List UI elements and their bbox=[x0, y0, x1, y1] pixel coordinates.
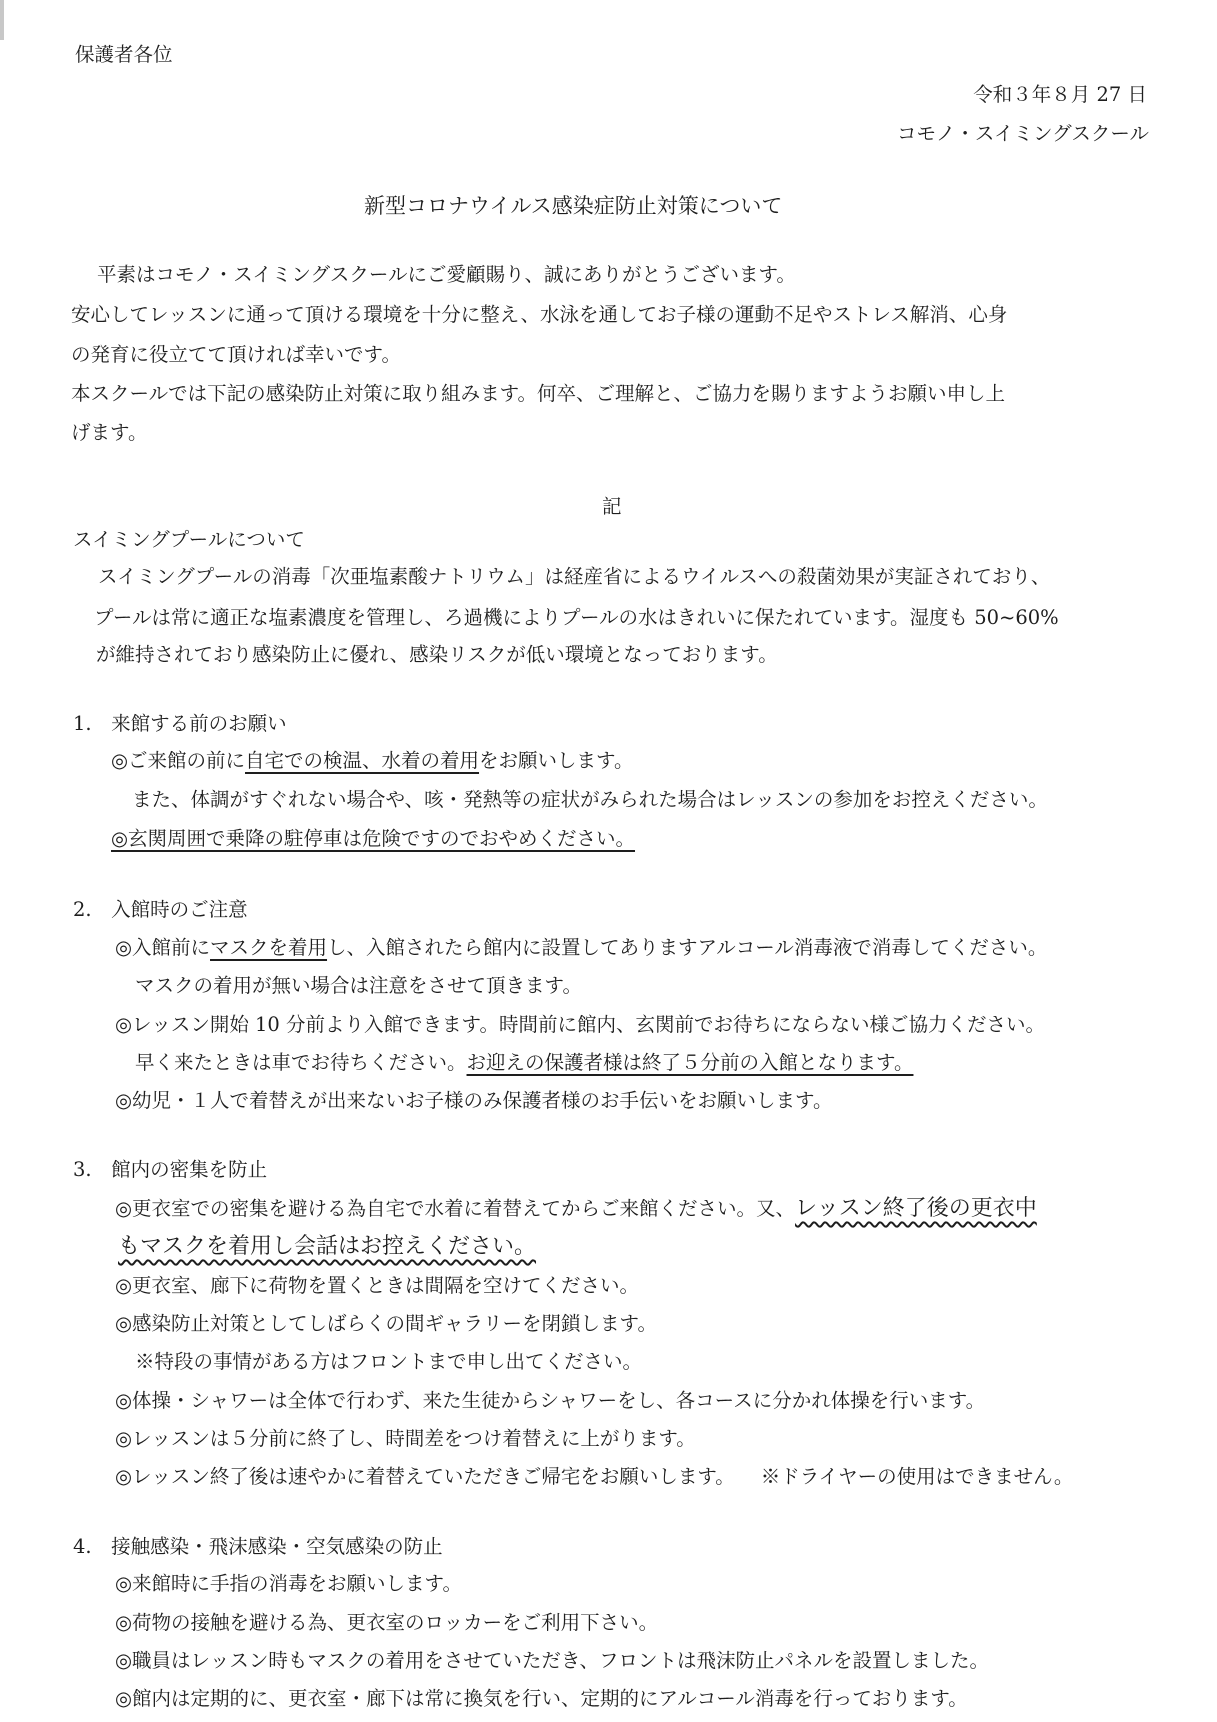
intro-line-2: 安心してレッスンに通って頂ける環境を十分に整え、水泳を通してお子様の運動不足やストレス解消、心身 bbox=[71, 303, 1008, 326]
document-title: 新型コロナウイルス感染症防止対策について bbox=[364, 194, 783, 218]
intro-line-3: の発育に役立てて頂ければ幸いです。 bbox=[71, 343, 401, 366]
section-3-line-3: ◎更衣室、廊下に荷物を置くときは間隔を空けてください。 bbox=[115, 1274, 640, 1297]
section-2-heading: 2. 入館時のご注意 bbox=[73, 898, 248, 921]
section-3-line-8: ◎レッスン終了後は速やかに着替えていただきご帰宅をお願いします。 ※ドライヤーの使用はできません。 bbox=[115, 1465, 1074, 1488]
section-4-heading: 4. 接触感染・飛沫感染・空気感染の防止 bbox=[73, 1535, 443, 1558]
section-2-line-4: 早く来たときは車でお待ちください。お迎えの保護者様は終了５分前の入館となります。 bbox=[135, 1051, 914, 1074]
underlined-phrase: お迎えの保護者様は終了５分前の入館となります。 bbox=[466, 1051, 914, 1074]
section-1-line-1: ◎ご来館の前に自宅での検温、水着の着用をお願いします。 bbox=[111, 749, 634, 772]
section-4-line-4: ◎館内は定期的に、更衣室・廊下は常に換気を行い、定期的にアルコール消毒を行っております。 bbox=[115, 1687, 968, 1710]
section-1-line-3 bbox=[111, 829, 635, 849]
intro-line-4: 本スクールでは下記の感染防止対策に取り組みます。何卒、ご理解と、ご協力を賜りますようお願い申し上 bbox=[71, 382, 1006, 405]
underlined-phrase: 自宅での検温、水着の着用 bbox=[245, 749, 480, 772]
section-1-heading: 1. 来館する前のお願い bbox=[73, 712, 287, 735]
intro-line-1: 平素はコモノ・スイミングスクールにご愛顧賜り、誠にありがとうございます。 bbox=[97, 263, 796, 286]
section-2-line-1: ◎入館前にマスクを着用し、入館されたら館内に設置してありますアルコール消毒液で消毒してください。 bbox=[115, 936, 1048, 959]
addressee: 保護者各位 bbox=[75, 43, 173, 66]
section-2-line-2: マスクの着用が無い場合は注意をさせて頂きます。 bbox=[135, 974, 582, 997]
pool-line-2: プールは常に適正な塩素濃度を管理し、ろ過機によりプールの水はきれいに保たれています。湿度も 50~60% bbox=[94, 606, 1059, 629]
section-3-line-5: ※特段の事情がある方はフロントまで申し出てください。 bbox=[135, 1350, 643, 1373]
section-4-line-1: ◎来館時に手指の消毒をお願いします。 bbox=[115, 1572, 462, 1595]
warning-underlined: ◎玄関周囲で乗降の駐停車は危険ですのでおやめください。 bbox=[111, 827, 636, 850]
sender: コモノ・スイミングスクール bbox=[897, 122, 1149, 145]
section-2-line-5: ◎幼児・１人で着替えが出来ないお子様のみ保護者様のお手伝いをお願いします。 bbox=[115, 1089, 833, 1112]
section-4-line-2: ◎荷物の接触を避ける為、更衣室のロッカーをご利用下さい。 bbox=[115, 1611, 659, 1634]
section-3-line-1: ◎更衣室での密集を避ける為自宅で水着に着替えてからご来館ください。又、レッスン終了後の更衣中 bbox=[115, 1196, 1037, 1221]
pool-heading: スイミングプールについて bbox=[73, 528, 305, 551]
section-3-line-7: ◎レッスンは５分前に終了し、時間差をつけ着替えに上がります。 bbox=[115, 1427, 696, 1450]
scan-edge bbox=[0, 0, 4, 40]
ki-mark: 記 bbox=[602, 495, 622, 518]
section-3-heading: 3. 館内の密集を防止 bbox=[73, 1158, 268, 1181]
underlined-phrase: レッスン終了後の更衣中 bbox=[795, 1196, 1037, 1221]
section-3-line-4: ◎感染防止対策としてしばらくの間ギャラリーを閉鎖します。 bbox=[115, 1312, 657, 1335]
underlined-phrase: もマスクを着用し会話はお控えください。 bbox=[118, 1234, 537, 1259]
underlined-phrase: マスクを着用 bbox=[210, 936, 328, 959]
section-2-line-3: ◎レッスン開始 10 分前より入館できます。時間前に館内、玄関前でお待ちにならない様ご協力ください。 bbox=[115, 1013, 1045, 1036]
date: 令和３年８月 27 日 bbox=[973, 83, 1147, 106]
pool-line-3: が維持されており感染防止に優れ、感染リスクが低い環境となっております。 bbox=[96, 643, 778, 666]
pool-line-1: スイミングプールの消毒「次亜塩素酸ナトリウム」は経産省によるウイルスへの殺菌効果が実証されており、 bbox=[98, 565, 1051, 588]
section-4-line-3: ◎職員はレッスン時もマスクの着用をさせていただき、フロントは飛沫防止パネルを設置しました。 bbox=[115, 1649, 990, 1672]
intro-line-5: げます。 bbox=[71, 421, 148, 444]
section-1-line-2: また、体調がすぐれない場合や、咳・発熱等の症状がみられた場合はレッスンの参加をお控えください。 bbox=[132, 788, 1048, 811]
section-3-line-2 bbox=[118, 1236, 536, 1258]
section-3-line-6: ◎体操・シャワーは全体で行わず、来た生徒からシャワーをし、各コースに分かれ体操を行います。 bbox=[115, 1389, 986, 1412]
